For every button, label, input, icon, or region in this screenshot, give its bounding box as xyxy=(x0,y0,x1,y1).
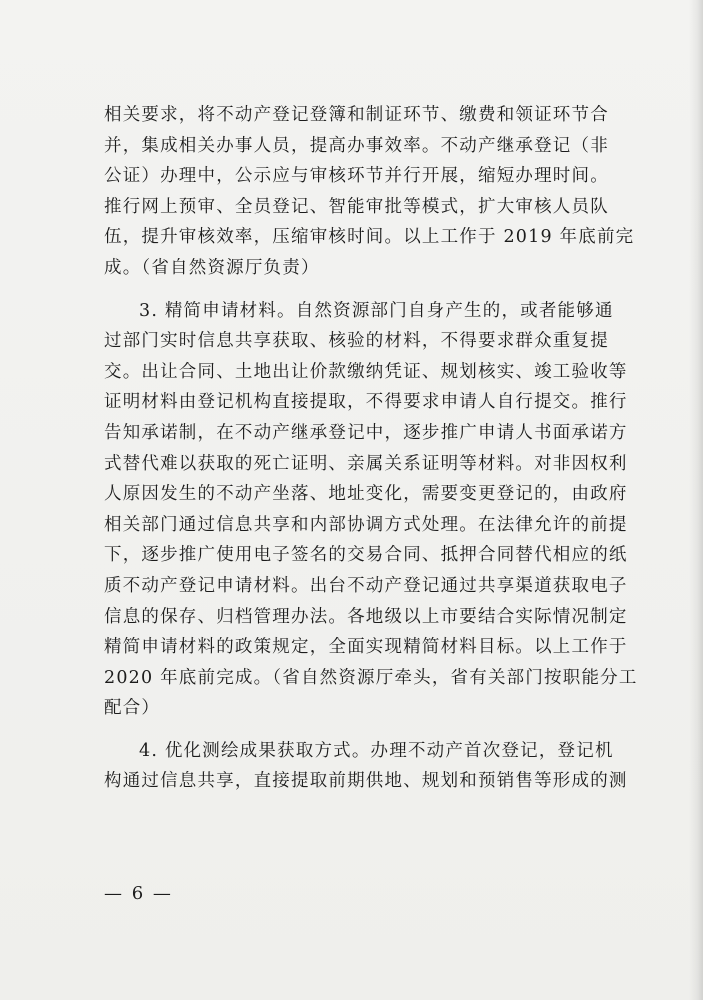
text-line: 推行网上预审、全员登记、智能审批等模式，扩大审核人员队 xyxy=(104,196,609,217)
text-line: 配合） xyxy=(104,698,161,719)
section-3-heading-line: 3. 精简申请材料。自然资源部门自身产生的，或者能够通 xyxy=(139,300,614,321)
text-line: 交。出让合同、土地出让价款缴纳凭证、规划核实、竣工验收等 xyxy=(104,361,628,382)
document-body xyxy=(104,100,639,797)
text-line: 相关部门通过信息共享和内部协调方式处理。在法律允许的前提 xyxy=(104,514,628,535)
text-line: 并，集成相关办事人员，提高办事效率。不动产继承登记（非 xyxy=(104,135,609,156)
text-line: 精简申请材料的政策规定，全面实现精简材料目标。以上工作于 xyxy=(104,637,628,658)
text-line: 过部门实时信息共享获取、核验的材料，不得要求群众重复提 xyxy=(104,331,609,352)
text-line: 相关要求，将不动产登记登簿和制证环节、缴费和领证环节合 xyxy=(104,105,609,125)
text-line: 成。（省自然资源厅负责） xyxy=(104,257,320,278)
text-line: 2020 年底前完成。（省自然资源厅牵头，省有关部门按职能分工 xyxy=(104,667,638,688)
text-line: 信息的保存、归档管理办法。各地级以上市要结合实际情况制定 xyxy=(104,606,628,627)
text-line: 伍，提升审核效率，压缩审核时间。以上工作于 2019 年底前完 xyxy=(104,227,635,248)
text-line: 式替代难以获取的死亡证明、亲属关系证明等材料。对非因权利 xyxy=(104,453,628,474)
text-line: 证明材料由登记机构直接提取，不得要求申请人自行提交。推行 xyxy=(104,392,628,413)
page-number: — 6 — xyxy=(104,883,173,904)
text-line: 下，逐步推广使用电子签名的交易合同、抵押合同替代相应的纸 xyxy=(104,545,628,566)
text-line: 质不动产登记申请材料。出台不动产登记通过共享渠道获取电子 xyxy=(104,575,628,596)
text-line: 公证）办理中，公示应与审核环节并行开展，缩短办理时间。 xyxy=(104,166,609,187)
scan-edge-shadow xyxy=(689,0,703,1000)
text-line: 构通过信息共享，直接提取前期供地、规划和预销售等形成的测 xyxy=(104,771,628,792)
paragraph-gap xyxy=(104,724,639,736)
text-line: 告知承诺制，在不动产继承登记中，逐步推广申请人书面承诺方 xyxy=(104,422,628,443)
text-line: 人原因发生的不动产坐落、地址变化，需要变更登记的，由政府 xyxy=(104,484,628,505)
paragraph-gap xyxy=(104,284,639,296)
section-4-heading-line: 4. 优化测绘成果获取方式。办理不动产首次登记，登记机 xyxy=(139,740,614,761)
